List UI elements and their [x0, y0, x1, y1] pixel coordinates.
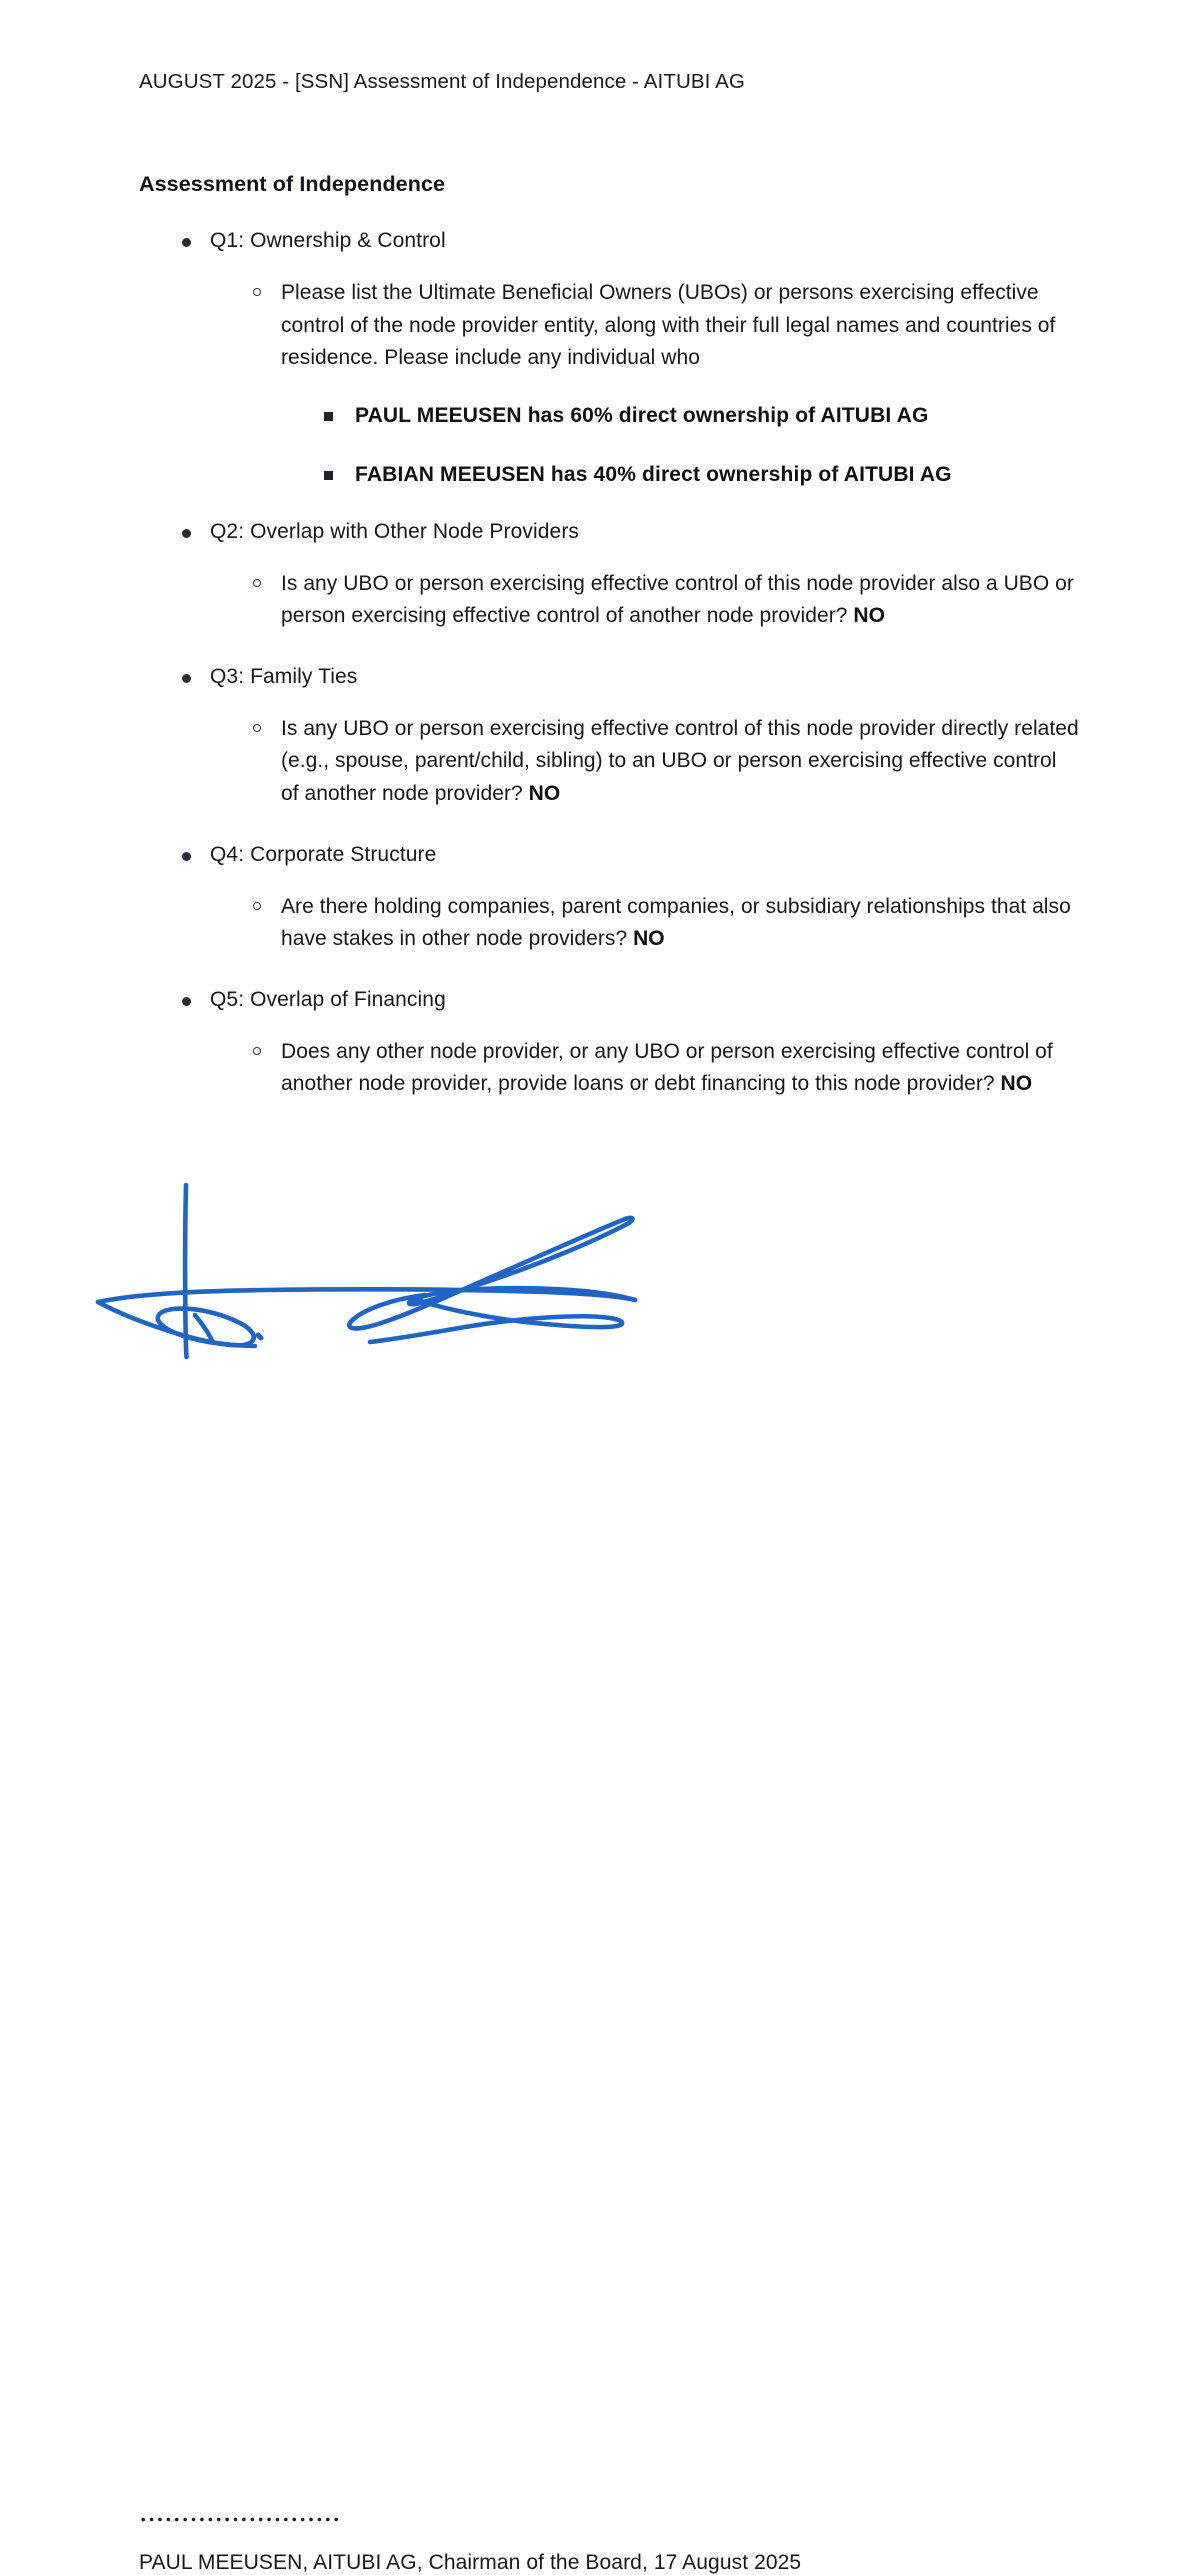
question-prompt-q2: [210, 568, 1079, 633]
question-prompt-text-q3: [281, 713, 1079, 811]
document-header: AUGUST 2025 - [SSN] Assessment of Independence - AITUBI AG: [139, 70, 745, 93]
answer-badge-q2: NO: [853, 604, 885, 628]
question-prompt-list-q3: [210, 713, 1079, 811]
signature-caption: PAUL MEEUSEN, AITUBI AG, Chairman of the Board, 17 August 2025: [139, 2551, 802, 2574]
ownership-answer-item: [281, 401, 1079, 430]
answer-badge-q4: NO: [633, 927, 665, 951]
question-title-q5: Q5: Overlap of Financing: [210, 987, 446, 1011]
page-title: Assessment of Independence: [139, 172, 446, 196]
question-item-q1: [139, 227, 1079, 490]
prompt-text: Is any UBO or person exercising effective control of this node provider also a UBO or person exercising effective control of another node provider?: [281, 571, 1074, 628]
ownership-answer-list: [281, 401, 1079, 490]
ownership-answer-text: PAUL MEEUSEN has 60% direct ownership of AITUBI AG: [355, 403, 929, 427]
signature-dotted-line: [139, 2517, 342, 2522]
question-prompt-q5: [210, 1036, 1079, 1101]
ownership-answer-text: FABIAN MEEUSEN has 40% direct ownership of AITUBI AG: [355, 463, 952, 487]
question-prompt-text-q1: Please list the Ultimate Beneficial Owners (UBOs) or persons exercising effective control of the node provider entity, along with their full legal names and countries of residence. Please include any individual who: [281, 281, 1056, 370]
question-prompt-text-q5: [281, 1036, 1079, 1101]
prompt-text: Does any other node provider, or any UBO or person exercising effective control of another node provider, provide loans or debt financing to this node provider?: [281, 1039, 1053, 1096]
question-prompt-text-q4: [281, 891, 1079, 956]
question-prompt-q4: [210, 891, 1079, 956]
signature-dot: [258, 1335, 261, 1338]
question-prompt-list-q2: [210, 568, 1079, 633]
question-prompt-text-q2: [281, 568, 1079, 633]
document-body: [139, 172, 1079, 1101]
signature-block: [0, 1175, 1200, 2574]
question-title-q3: Q3: Family Ties: [210, 664, 358, 688]
question-item-q4: [139, 841, 1079, 956]
question-item-q3: [139, 663, 1079, 811]
signature-loop-stroke: [349, 1218, 635, 1329]
answer-badge-q3: NO: [528, 781, 561, 805]
answer-badge-q5: NO: [1000, 1072, 1033, 1096]
signature-vertical-stroke: [185, 1185, 186, 1357]
signature-tail-loop: [370, 1299, 622, 1342]
question-list: [139, 227, 1079, 1101]
prompt-text: Are there holding companies, parent companies, or subsidiary relationships that also have stakes in other node providers?: [281, 894, 1071, 951]
question-prompt-q3: [210, 713, 1079, 811]
question-prompt-list-q1: [210, 277, 1079, 489]
signature-ink: [95, 1175, 655, 1350]
question-title-q4: Q4: Corporate Structure: [210, 842, 437, 866]
signature-lower-loop: [98, 1302, 255, 1346]
prompt-text: Is any UBO or person exercising effective control of this node provider directly related (e.g., spouse, parent/child, sibling) to an UBO or person exercising effective control of another node provider?: [281, 716, 1079, 805]
question-title-q2: Q2: Overlap with Other Node Providers: [210, 519, 580, 543]
question-title-q1: Q1: Ownership & Control: [210, 229, 446, 252]
question-prompt-q1: [210, 277, 1079, 489]
ownership-answer-item: [281, 460, 1079, 489]
question-prompt-list-q5: [210, 1036, 1079, 1101]
question-prompt-list-q4: [210, 891, 1079, 956]
question-item-q2: [139, 518, 1079, 633]
question-item-q5: [139, 986, 1079, 1101]
